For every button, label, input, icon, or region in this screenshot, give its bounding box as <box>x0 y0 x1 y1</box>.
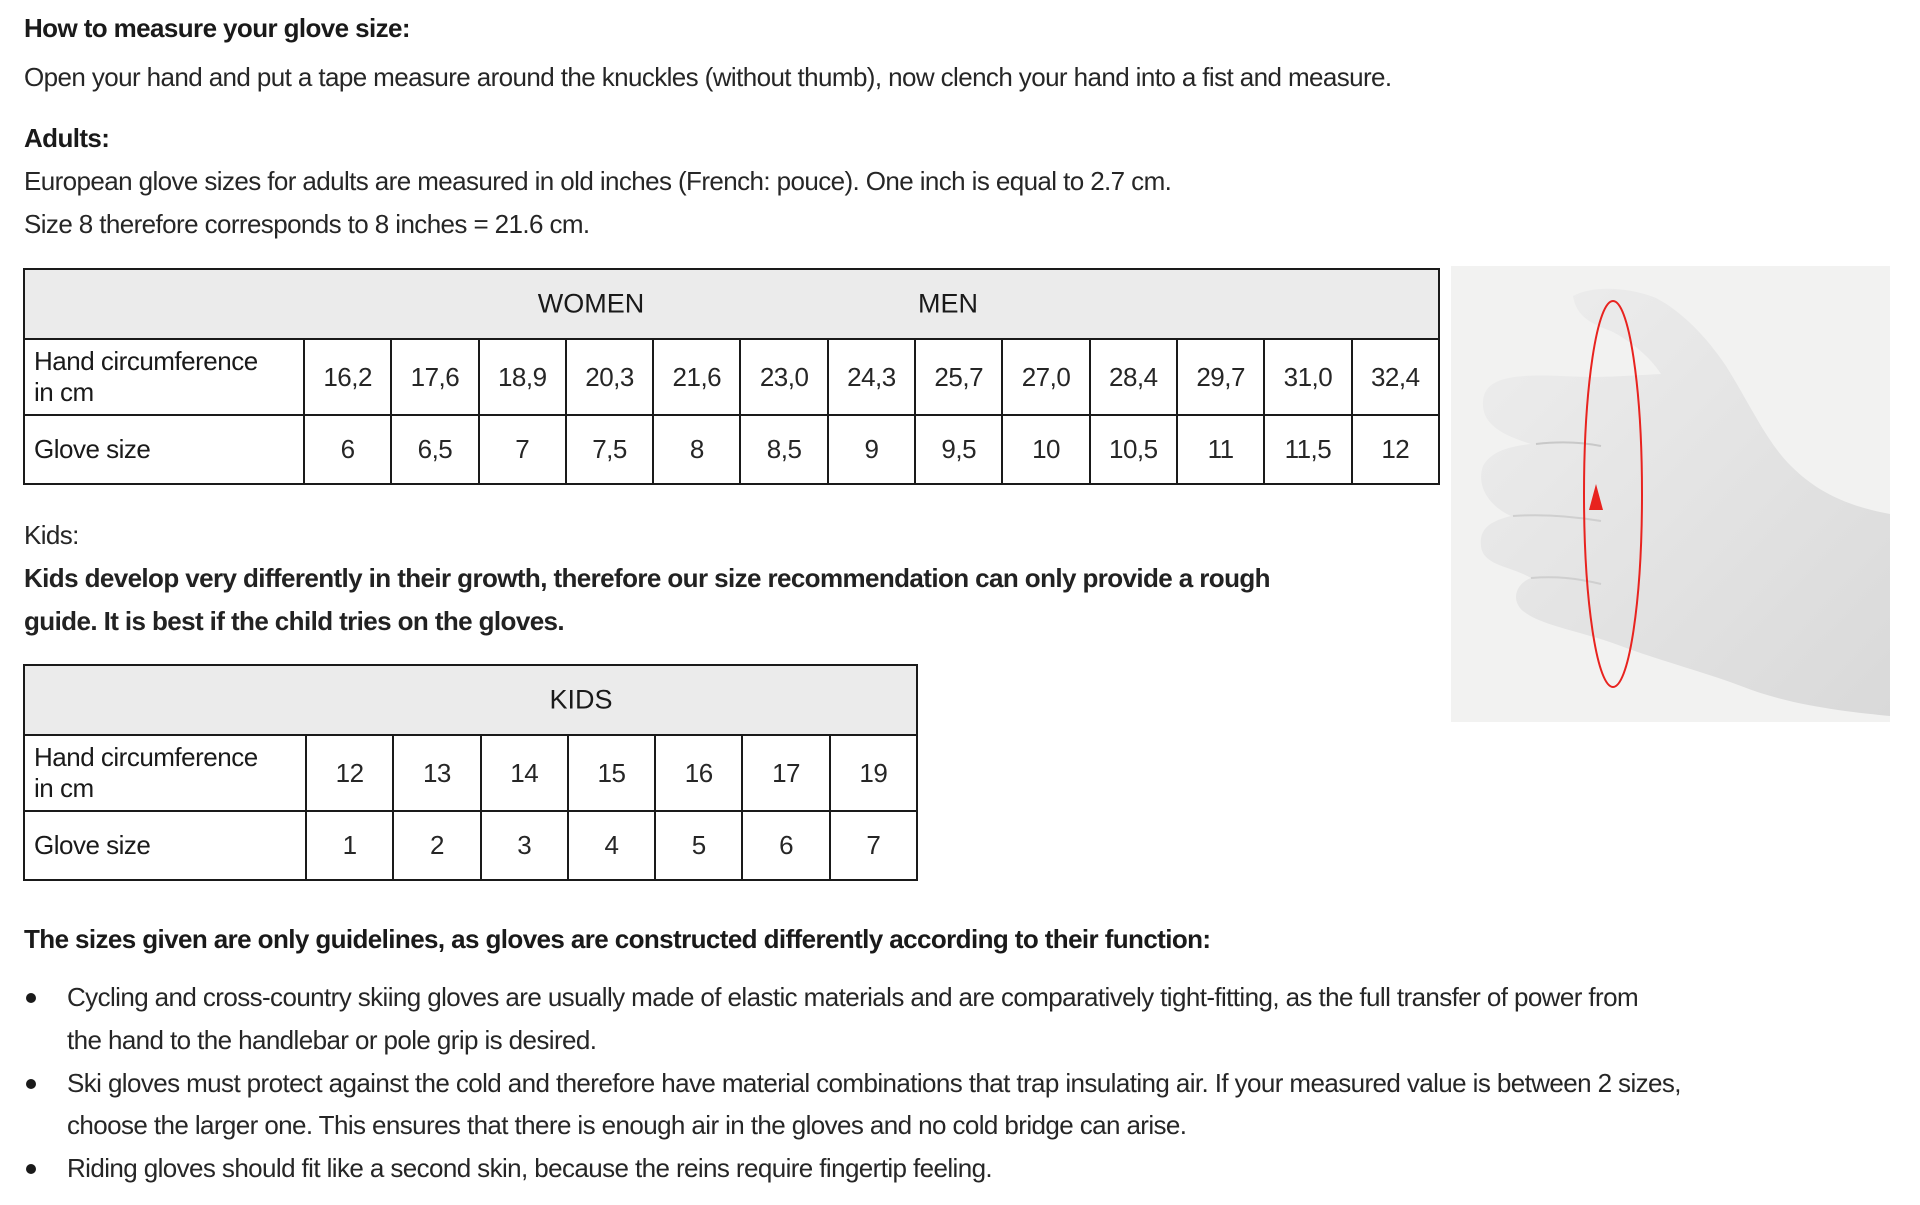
table-header-row <box>24 269 1439 339</box>
cell: 7,5 <box>566 415 653 484</box>
adult-size-table <box>23 268 1440 485</box>
measure-heading: How to measure your glove size: <box>24 13 410 43</box>
cell: 19 <box>830 735 917 811</box>
table-row <box>24 415 1439 484</box>
cell: 18,9 <box>479 339 566 415</box>
kids-heading: Kids: <box>24 520 79 550</box>
cell: 6 <box>304 415 391 484</box>
cell: 29,7 <box>1177 339 1264 415</box>
row-label-circumference: Hand circumference in cm <box>24 735 306 811</box>
cell: 14 <box>481 735 568 811</box>
cell: 6 <box>742 811 829 880</box>
cell: 23,0 <box>740 339 827 415</box>
list-item-text: Ski gloves must protect against the cold and therefore have material combinations that trap insulating air. If your measured value is between 2 sizes, <box>67 1068 1681 1098</box>
kids-text-line-1: Kids develop very differently in their growth, therefore our size recommendation can only provide a rough <box>24 563 1270 593</box>
cell: 24,3 <box>828 339 915 415</box>
row-label-circumference: Hand circumference in cm <box>24 339 304 415</box>
measure-instructions: Open your hand and put a tape measure around the knuckles (without thumb), now clench your hand into a fist and measure. <box>24 62 1392 92</box>
cell: 25,7 <box>915 339 1002 415</box>
cell: 11 <box>1177 415 1264 484</box>
cell: 15 <box>568 735 655 811</box>
cell: 9,5 <box>915 415 1002 484</box>
hand-measurement-image <box>1451 266 1890 722</box>
cell: 16,2 <box>304 339 391 415</box>
adults-text-line-1: European glove sizes for adults are measured in old inches (French: pouce). One inch is equal to 2.7 cm. <box>24 166 1172 196</box>
cell: 11,5 <box>1264 415 1351 484</box>
cell: 17,6 <box>391 339 478 415</box>
list-item-text: choose the larger one. This ensures that there is enough air in the gloves and no cold bridge can arise. <box>67 1110 1187 1140</box>
kids-text-line-2: guide. It is best if the child tries on the gloves. <box>24 606 565 636</box>
table-row <box>24 735 917 811</box>
cell: 8 <box>653 415 740 484</box>
cell: 27,0 <box>1002 339 1089 415</box>
cell: 5 <box>655 811 742 880</box>
cell: 2 <box>393 811 480 880</box>
row-label-glove-size: Glove size <box>24 415 304 484</box>
kids-size-table <box>23 664 918 881</box>
cell: 4 <box>568 811 655 880</box>
cell: 17 <box>742 735 829 811</box>
cell: 16 <box>655 735 742 811</box>
cell: 6,5 <box>391 415 478 484</box>
table-row <box>24 339 1439 415</box>
bullet-icon <box>26 993 36 1003</box>
table-header-cell <box>24 269 1439 339</box>
cell: 21,6 <box>653 339 740 415</box>
cell: 10,5 <box>1090 415 1177 484</box>
table-header-cell <box>24 665 917 735</box>
cell: 12 <box>306 735 393 811</box>
list-item-text: Riding gloves should fit like a second skin, because the reins require fingertip feeling. <box>67 1153 993 1183</box>
cell: 13 <box>393 735 480 811</box>
group-label-men: MEN <box>918 288 978 319</box>
cell: 7 <box>479 415 566 484</box>
cell: 28,4 <box>1090 339 1177 415</box>
cell: 9 <box>828 415 915 484</box>
hand-illustration-icon <box>1451 266 1890 722</box>
bullet-icon <box>26 1164 36 1174</box>
adults-text-line-2: Size 8 therefore corresponds to 8 inches = 21.6 cm. <box>24 209 590 239</box>
table-row <box>24 811 917 880</box>
group-label-women: WOMEN <box>537 288 645 319</box>
cell: 31,0 <box>1264 339 1351 415</box>
cell: 7 <box>830 811 917 880</box>
cell: 1 <box>306 811 393 880</box>
cell: 12 <box>1352 415 1439 484</box>
bullet-icon <box>26 1079 36 1089</box>
cell: 8,5 <box>740 415 827 484</box>
adults-heading: Adults: <box>24 123 110 153</box>
group-label-kids: KIDS <box>549 684 613 715</box>
cell: 10 <box>1002 415 1089 484</box>
guidelines-heading: The sizes given are only guidelines, as gloves are constructed differently according to their function: <box>24 924 1211 954</box>
list-item-text: Cycling and cross-country skiing gloves are usually made of elastic materials and are comparatively tight-fitting, as the full transfer of power from <box>67 982 1638 1012</box>
cell: 20,3 <box>566 339 653 415</box>
cell: 3 <box>481 811 568 880</box>
table-header-row <box>24 665 917 735</box>
cell: 32,4 <box>1352 339 1439 415</box>
list-item-text: the hand to the handlebar or pole grip is desired. <box>67 1025 597 1055</box>
row-label-glove-size: Glove size <box>24 811 306 880</box>
